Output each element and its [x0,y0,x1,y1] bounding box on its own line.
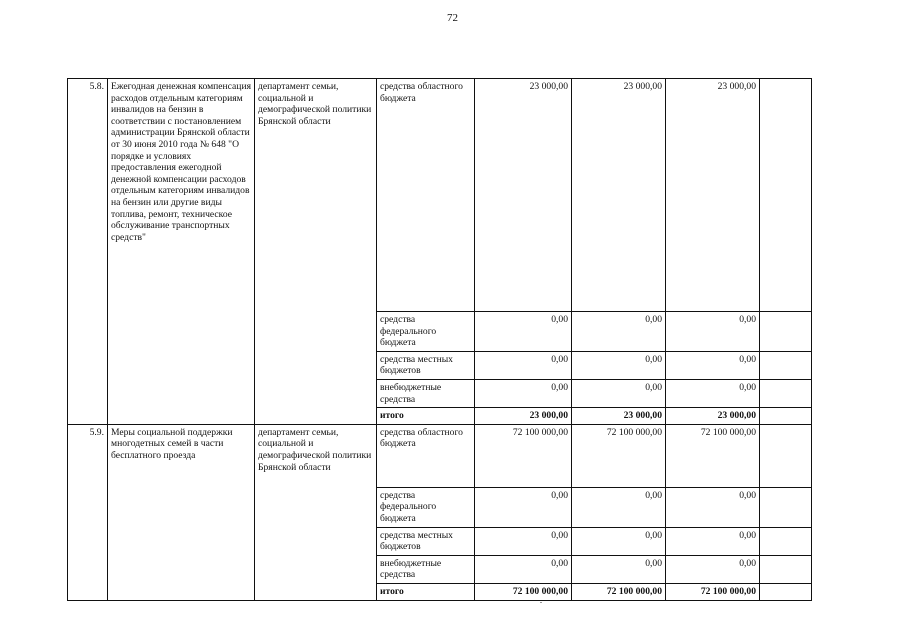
funding-source: внебюджетные средства [377,555,475,583]
amount-year-1: 0,00 [475,312,572,352]
empty-cell [760,408,812,425]
empty-cell [760,379,812,407]
funding-source: итого [377,583,475,600]
funding-source: средства федерального бюджета [377,487,475,527]
funding-source: средства областного бюджета [377,79,475,312]
amount-year-1: 23 000,00 [475,79,572,312]
amount-year-2: 0,00 [572,487,666,527]
funding-source: средства федерального бюджета [377,312,475,352]
amount-year-1: 0,00 [475,379,572,407]
amount-year-1: 0,00 [475,555,572,583]
empty-cell [760,527,812,555]
funding-source: средства областного бюджета [377,424,475,487]
funding-source: итого [377,408,475,425]
total-year-1: 23 000,00 [475,408,572,425]
amount-year-2: 72 100 000,00 [572,424,666,487]
total-year-2: 23 000,00 [572,408,666,425]
table-row [68,424,812,487]
amount-year-3: 0,00 [666,351,760,379]
amount-year-3: 23 000,00 [666,79,760,312]
measure-name: Ежегодная денежная компенсация расходов отдельным категориям инвалидов на бензин в соответствии с постановлением администрации Брянской области от 30 июня 2010 года № 648 "О порядке и условиях предоставления ежегодной денежной компенсации расходов отдельным категориям инвалидов на бензин или другие виды топлива, ремонт, техническое обслуживание транспортных средств" [108,79,255,425]
item-number: 5.8. [68,79,108,425]
amount-year-3: 0,00 [666,555,760,583]
empty-cell [760,487,812,527]
measure-name: Меры социальной поддержки многодетных семей в части бесплатного проезда [108,424,255,600]
amount-year-3: 0,00 [666,379,760,407]
budget-table [67,78,812,601]
page-number: 72 [447,12,458,24]
amount-year-3: 0,00 [666,527,760,555]
item-number: 5.9. [68,424,108,600]
empty-cell [760,312,812,352]
amount-year-2: 0,00 [572,351,666,379]
amount-year-2: 0,00 [572,379,666,407]
amount-year-1: 0,00 [475,351,572,379]
empty-cell [760,79,812,312]
executor: департамент семьи, социальной и демографической политики Брянской области [255,79,377,425]
empty-cell [760,555,812,583]
amount-year-2: 0,00 [572,312,666,352]
amount-year-1: 72 100 000,00 [475,424,572,487]
amount-year-2: 0,00 [572,527,666,555]
empty-cell [760,424,812,487]
total-year-3: 72 100 000,00 [666,583,760,600]
empty-cell [760,583,812,600]
empty-cell [760,351,812,379]
total-year-3: 23 000,00 [666,408,760,425]
funding-source: внебюджетные средства [377,379,475,407]
amount-year-1: 0,00 [475,527,572,555]
funding-source: средства местных бюджетов [377,351,475,379]
funding-source: средства местных бюджетов [377,527,475,555]
amount-year-3: 0,00 [666,312,760,352]
executor: департамент семьи, социальной и демографической политики Брянской области [255,424,377,600]
total-year-2: 72 100 000,00 [572,583,666,600]
total-year-1: 72 100 000,00 [475,583,572,600]
amount-year-2: 0,00 [572,555,666,583]
table-row [68,79,812,312]
amount-year-3: 72 100 000,00 [666,424,760,487]
scan-speck [540,602,542,603]
amount-year-3: 0,00 [666,487,760,527]
amount-year-1: 0,00 [475,487,572,527]
amount-year-2: 23 000,00 [572,79,666,312]
